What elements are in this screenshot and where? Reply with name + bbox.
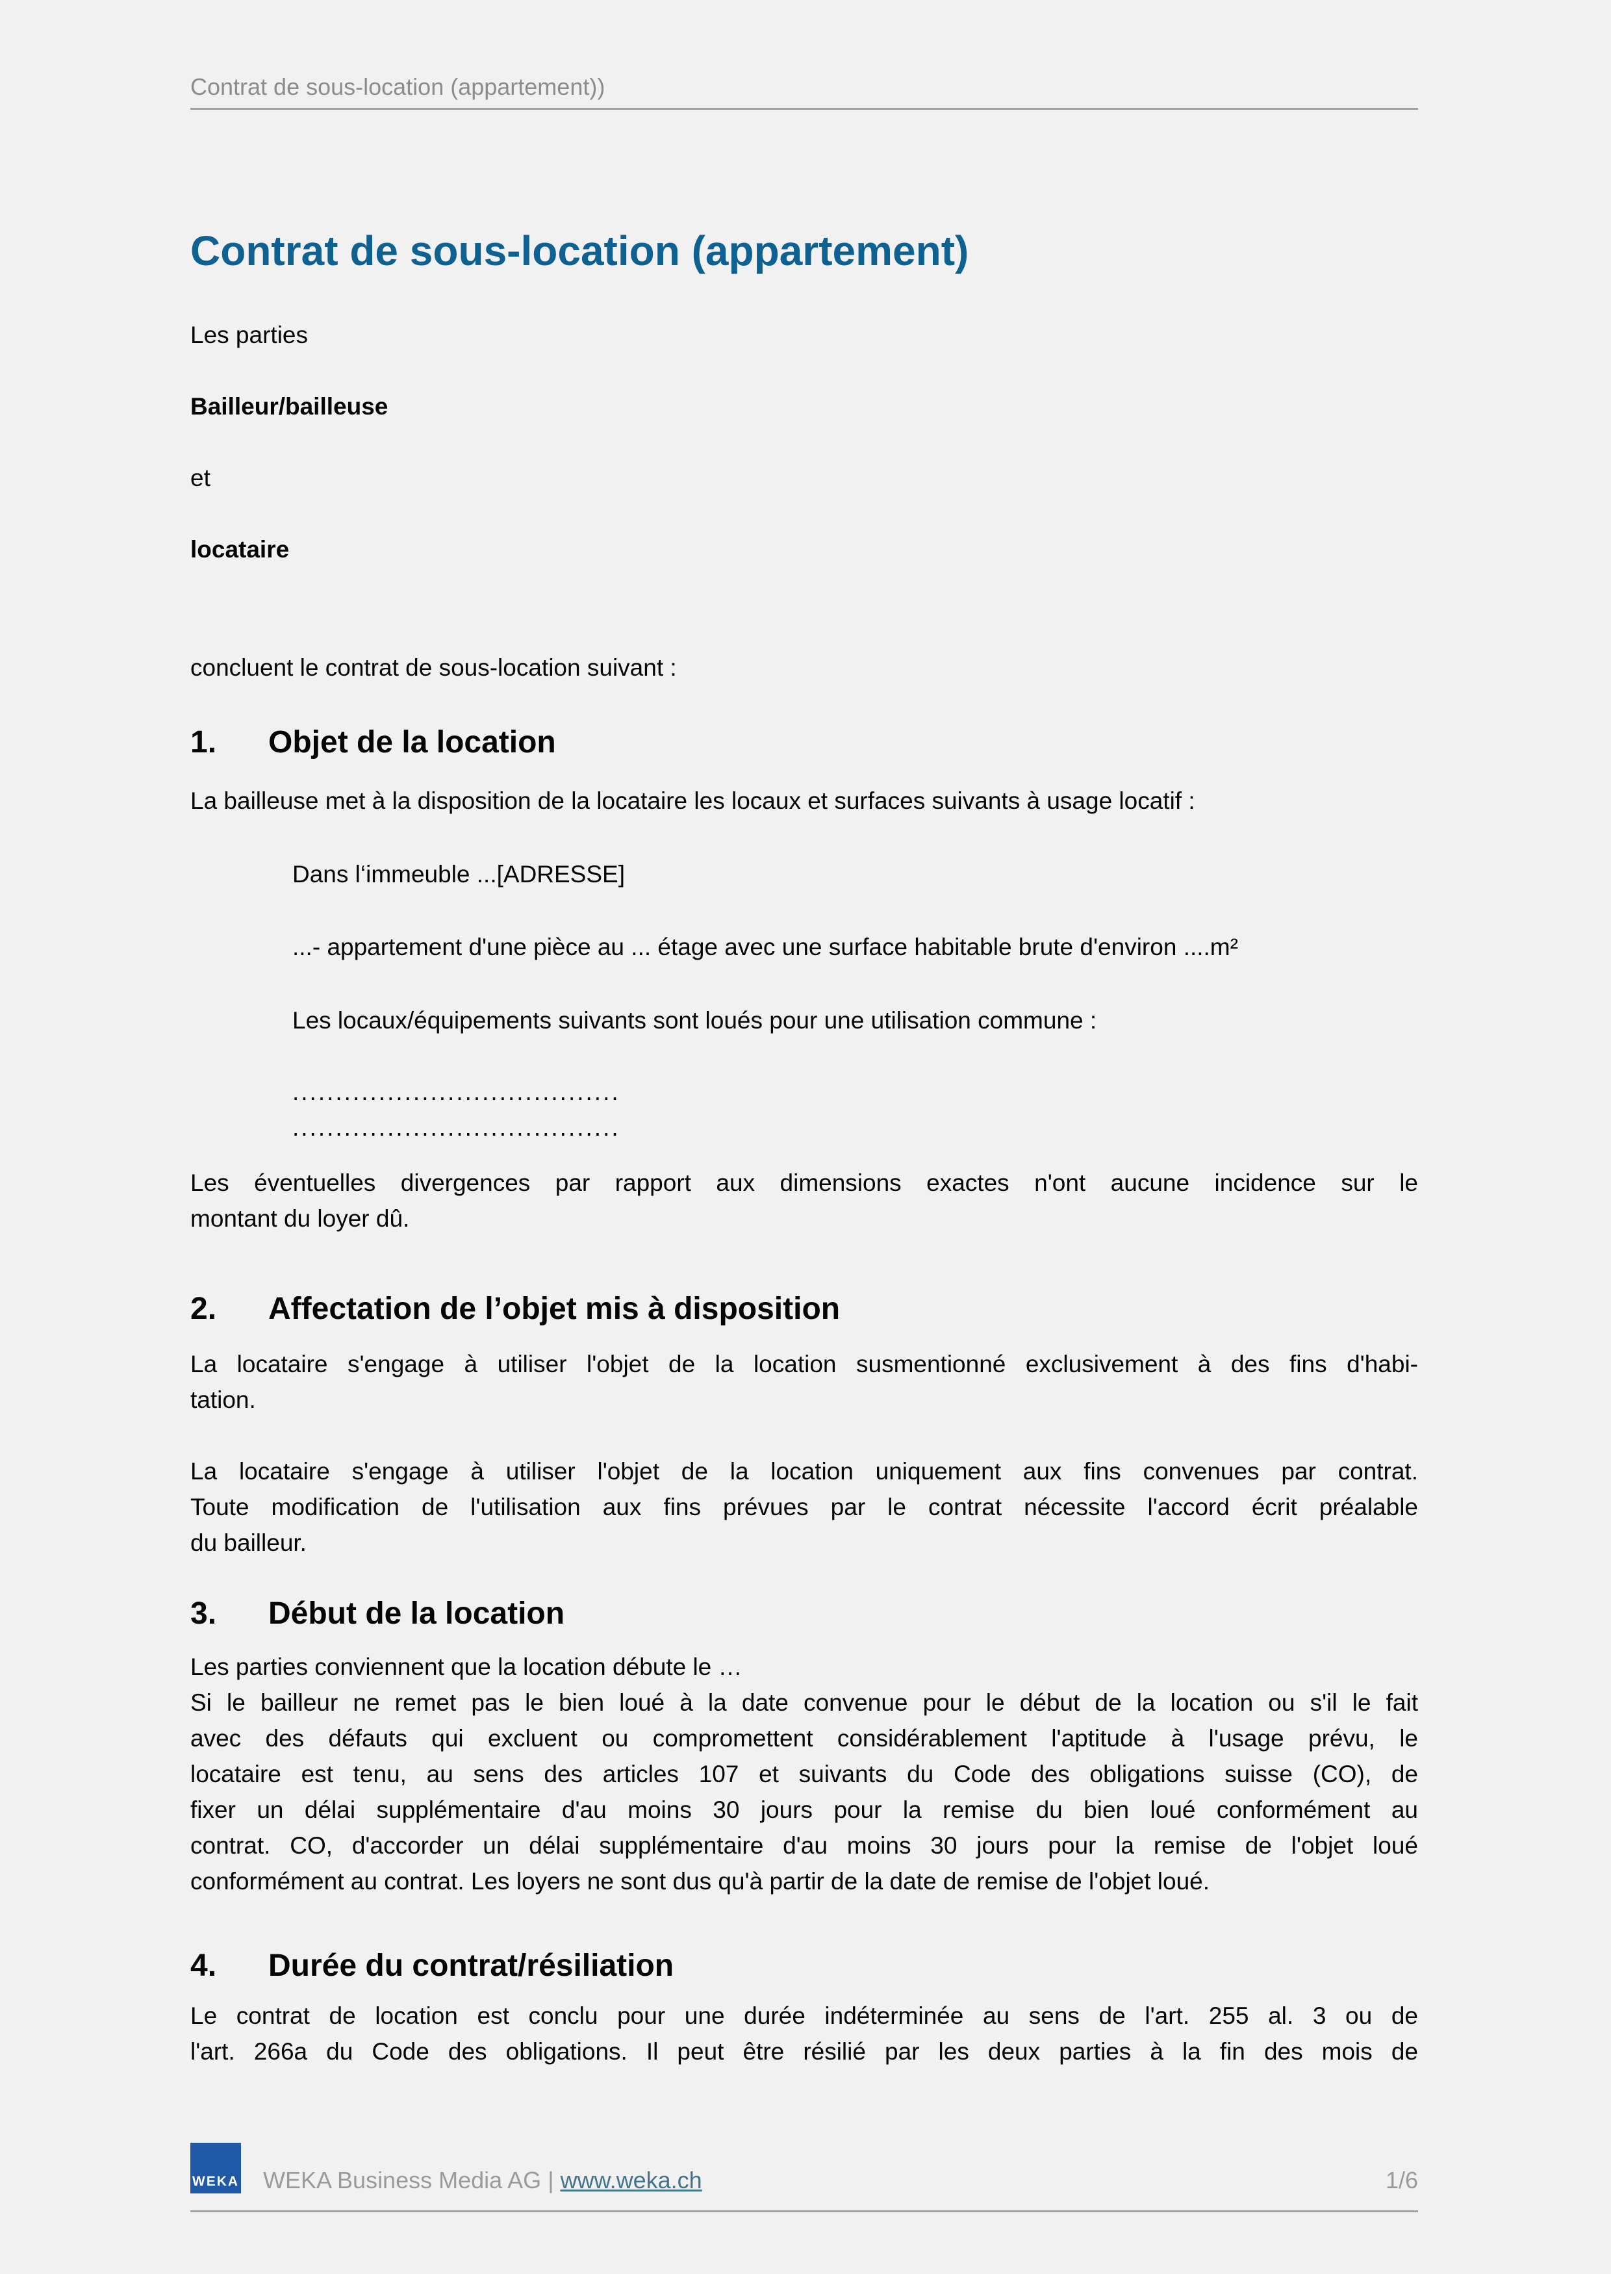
footer-divider	[190, 2210, 1418, 2212]
footer-separator: |	[548, 2167, 561, 2193]
bailleur-label: Bailleur/bailleuse	[190, 393, 388, 420]
divergences-paragraph: Les éventuelles divergences par rapport aux dimensions exactes n'ont aucune incidence sur le montant du loyer dû.	[190, 1169, 1418, 1232]
section-2-paragraph-1: La locataire s'engage à utiliser l'objet de la location susmentionné exclusivement à des fins d'habi- tation.	[190, 1351, 1418, 1413]
section-2-number: 2.	[190, 1292, 217, 1326]
section-1-number: 1.	[190, 725, 217, 760]
page-right-gutter	[1611, 0, 1624, 2274]
section-4-heading	[190, 1947, 1418, 1986]
et-label: et	[190, 465, 210, 491]
section-3-title: Début de la location	[268, 1596, 565, 1631]
section-2-paragraph-2: La locataire s'engage à utiliser l'objet de la location uniquement aux fins convenues par contrat. Toute modification de l'utilisation aux fins prévues par le contrat nécessite l'accord écrit préalable du bailleur.	[190, 1458, 1418, 1556]
parties-label: Les parties	[190, 322, 308, 348]
header-divider	[190, 108, 1418, 110]
section-1-intro: La bailleuse met à la disposition de la locataire les locaux et surfaces suivants à usage locatif :	[190, 787, 1195, 814]
section-3-number: 3.	[190, 1596, 217, 1631]
page-title: Contrat de sous-location (appartement)	[190, 227, 969, 274]
weka-logo-text: WEKA	[192, 2174, 240, 2189]
section-4-paragraph: Le contrat de location est conclu pour une durée indéterminée au sens de l'art. 255 al. 3 ou de l'art. 266a du Code des obligations. Il peut être résilié par les deux parties à la fin des mois de	[190, 2002, 1418, 2065]
section-1-title: Objet de la location	[268, 725, 556, 760]
section-3-heading	[190, 1594, 1418, 1633]
dotted-fill-lines: ...................................... ......................................	[292, 1079, 620, 1141]
weka-logo	[190, 2143, 241, 2193]
section-2-heading	[190, 1290, 1418, 1329]
section-4-number: 4.	[190, 1948, 217, 1983]
indent-immeuble: Dans l‘immeuble ...[ADRESSE]	[292, 861, 626, 888]
indent-locaux: Les locaux/équipements suivants sont loués pour une utilisation commune :	[292, 1007, 1097, 1034]
section-2-title: Affectation de l’objet mis à disposition	[268, 1292, 841, 1326]
footer-website-link[interactable]: www.weka.ch	[560, 2167, 702, 2193]
footer-text	[263, 2166, 702, 2195]
page-number: 1/6	[1385, 2167, 1418, 2193]
section-1-heading	[190, 723, 1418, 762]
indent-appartement: ...- appartement d'une pièce au ... étage avec une surface habitable brute d'environ ....m²	[292, 934, 1238, 960]
conclusion-line: concluent le contrat de sous-location suivant :	[190, 654, 677, 681]
running-header-title: Contrat de sous-location (appartement))	[190, 73, 605, 100]
locataire-label: locataire	[190, 536, 290, 563]
section-3-intro: Les parties conviennent que la location débute le …	[190, 1654, 742, 1680]
footer-company: WEKA Business Media AG	[263, 2167, 542, 2193]
section-3-paragraph: Si le bailleur ne remet pas le bien loué à la date convenue pour le début de la location ou s'il le fait avec des défauts qui excluent ou compromettent considérablement l'aptitude à l'usage prévu, le locataire est tenu, au sens des articles 107 et suivants du Code des obligations suisse (CO), de fixer un délai supplémentaire d'au moins 30 jours pour la remise du bien loué conformément au contrat. CO, d'accorder un délai supplémentaire d'au moins 30 jours pour la remise de l'objet loué conformément au contrat. Les loyers ne sont dus qu'à partir de la date de remise de l'objet loué.	[190, 1689, 1418, 1895]
section-4-title: Durée du contrat/résiliation	[268, 1948, 674, 1983]
